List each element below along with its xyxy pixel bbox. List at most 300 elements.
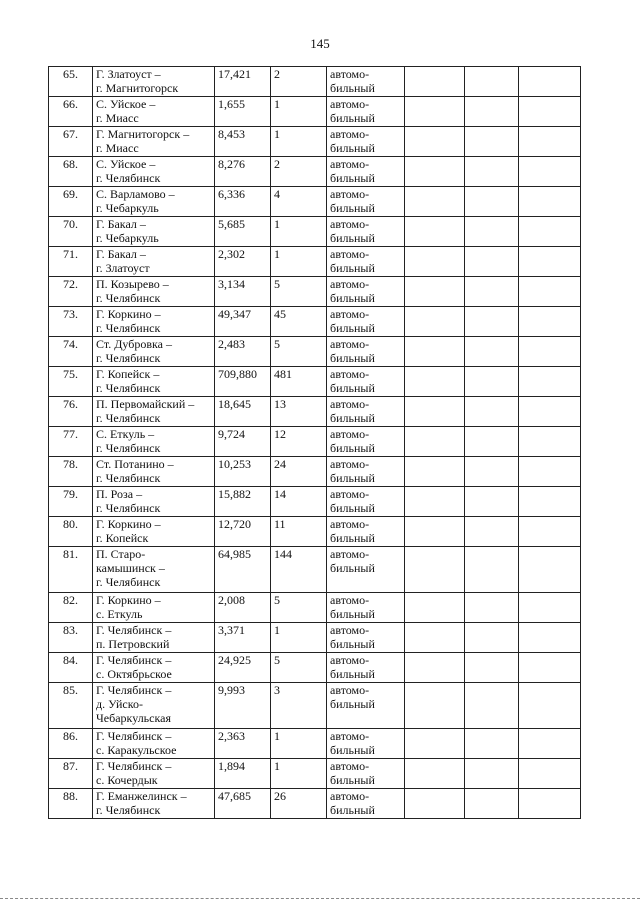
length-value: 15,882 bbox=[218, 487, 251, 501]
table-row bbox=[49, 623, 581, 653]
empty-cell-b bbox=[465, 67, 519, 97]
transport-type-cell bbox=[327, 517, 405, 547]
count-value: 4 bbox=[274, 187, 280, 201]
length-cell bbox=[215, 397, 271, 427]
route-line: Г. Коркино – bbox=[96, 593, 161, 607]
transport-type-cell bbox=[327, 67, 405, 97]
route-cell bbox=[93, 547, 215, 593]
transport-type-line: бильный bbox=[330, 81, 375, 95]
length-cell bbox=[215, 729, 271, 759]
route-line: Ст. Потанино – bbox=[96, 457, 174, 471]
route-line: г. Миасс bbox=[96, 141, 139, 155]
empty-cell-a bbox=[405, 217, 465, 247]
length-cell bbox=[215, 187, 271, 217]
route-cell bbox=[93, 427, 215, 457]
transport-type-line: автомо- bbox=[330, 307, 370, 321]
route-line: г. Чебаркуль bbox=[96, 201, 159, 215]
transport-type-line: бильный bbox=[330, 637, 375, 651]
length-cell bbox=[215, 97, 271, 127]
route-cell bbox=[93, 729, 215, 759]
count-cell bbox=[271, 623, 327, 653]
route-line: г. Златоуст bbox=[96, 261, 150, 275]
row-number: 81. bbox=[63, 547, 78, 561]
length-cell bbox=[215, 759, 271, 789]
length-value: 9,724 bbox=[218, 427, 245, 441]
row-number-cell bbox=[49, 683, 93, 729]
count-value: 1 bbox=[274, 623, 280, 637]
empty-cell-a bbox=[405, 517, 465, 547]
empty-cell-c bbox=[519, 517, 581, 547]
row-number: 67. bbox=[63, 127, 78, 141]
route-cell bbox=[93, 653, 215, 683]
transport-type-line: бильный bbox=[330, 803, 375, 817]
route-line: г. Челябинск bbox=[96, 803, 161, 817]
transport-type-line: автомо- bbox=[330, 547, 370, 561]
count-cell bbox=[271, 277, 327, 307]
route-line: г. Челябинск bbox=[96, 575, 161, 589]
row-number-cell bbox=[49, 277, 93, 307]
empty-cell-c bbox=[519, 217, 581, 247]
count-value: 3 bbox=[274, 683, 280, 697]
route-line: Чебаркульская bbox=[96, 711, 171, 725]
row-number: 72. bbox=[63, 277, 78, 291]
route-line: г. Челябинск bbox=[96, 411, 161, 425]
length-cell bbox=[215, 427, 271, 457]
row-number-cell bbox=[49, 593, 93, 623]
transport-type-line: бильный bbox=[330, 667, 375, 681]
empty-cell-c bbox=[519, 97, 581, 127]
empty-cell-b bbox=[465, 517, 519, 547]
count-cell bbox=[271, 457, 327, 487]
empty-cell-a bbox=[405, 187, 465, 217]
route-cell bbox=[93, 367, 215, 397]
transport-type-line: автомо- bbox=[330, 427, 370, 441]
empty-cell-b bbox=[465, 97, 519, 127]
empty-cell-a bbox=[405, 277, 465, 307]
route-cell bbox=[93, 683, 215, 729]
empty-cell-a bbox=[405, 653, 465, 683]
transport-type-cell bbox=[327, 427, 405, 457]
route-cell bbox=[93, 127, 215, 157]
count-value: 5 bbox=[274, 337, 280, 351]
empty-cell-b bbox=[465, 277, 519, 307]
transport-type-line: бильный bbox=[330, 531, 375, 545]
count-value: 1 bbox=[274, 217, 280, 231]
transport-type-line: бильный bbox=[330, 471, 375, 485]
transport-type-cell bbox=[327, 683, 405, 729]
route-cell bbox=[93, 623, 215, 653]
table-row bbox=[49, 729, 581, 759]
empty-cell-c bbox=[519, 187, 581, 217]
route-line: Г. Магнитогорск – bbox=[96, 127, 190, 141]
count-value: 12 bbox=[274, 427, 286, 441]
length-value: 1,655 bbox=[218, 97, 245, 111]
row-number-cell bbox=[49, 247, 93, 277]
route-cell bbox=[93, 187, 215, 217]
transport-type-line: бильный bbox=[330, 141, 375, 155]
count-value: 1 bbox=[274, 759, 280, 773]
transport-type-cell bbox=[327, 487, 405, 517]
length-cell bbox=[215, 307, 271, 337]
transport-type-cell bbox=[327, 623, 405, 653]
table-row bbox=[49, 487, 581, 517]
row-number: 73. bbox=[63, 307, 78, 321]
count-cell bbox=[271, 683, 327, 729]
empty-cell-c bbox=[519, 397, 581, 427]
route-line: Г. Челябинск – bbox=[96, 623, 172, 637]
row-number: 69. bbox=[63, 187, 78, 201]
route-line: Г. Челябинск – bbox=[96, 729, 172, 743]
route-cell bbox=[93, 97, 215, 127]
row-number: 74. bbox=[63, 337, 78, 351]
transport-type-line: автомо- bbox=[330, 457, 370, 471]
empty-cell-c bbox=[519, 683, 581, 729]
table-row bbox=[49, 517, 581, 547]
empty-cell-b bbox=[465, 593, 519, 623]
transport-type-line: автомо- bbox=[330, 517, 370, 531]
transport-type-line: бильный bbox=[330, 171, 375, 185]
count-cell bbox=[271, 759, 327, 789]
route-line: С. Варламово – bbox=[96, 187, 175, 201]
row-number: 80. bbox=[63, 517, 78, 531]
row-number: 66. bbox=[63, 97, 78, 111]
transport-type-line: бильный bbox=[330, 321, 375, 335]
length-cell bbox=[215, 547, 271, 593]
count-value: 5 bbox=[274, 277, 280, 291]
length-value: 8,276 bbox=[218, 157, 245, 171]
route-line: Г. Челябинск – bbox=[96, 653, 172, 667]
transport-type-cell bbox=[327, 729, 405, 759]
count-cell bbox=[271, 547, 327, 593]
count-value: 26 bbox=[274, 789, 286, 803]
table-row bbox=[49, 547, 581, 593]
length-value: 8,453 bbox=[218, 127, 245, 141]
route-line: г. Челябинск bbox=[96, 171, 161, 185]
transport-type-line: бильный bbox=[330, 773, 375, 787]
transport-type-line: автомо- bbox=[330, 187, 370, 201]
transport-type-cell bbox=[327, 277, 405, 307]
length-cell bbox=[215, 623, 271, 653]
transport-type-line: автомо- bbox=[330, 683, 370, 697]
empty-cell-b bbox=[465, 367, 519, 397]
empty-cell-b bbox=[465, 547, 519, 593]
count-cell bbox=[271, 367, 327, 397]
route-line: С. Еткуль – bbox=[96, 427, 155, 441]
route-line: г. Челябинск bbox=[96, 441, 161, 455]
length-value: 1,894 bbox=[218, 759, 245, 773]
count-value: 5 bbox=[274, 653, 280, 667]
row-number-cell bbox=[49, 397, 93, 427]
length-value: 6,336 bbox=[218, 187, 245, 201]
row-number-cell bbox=[49, 547, 93, 593]
count-cell bbox=[271, 67, 327, 97]
route-line: Ст. Дубровка – bbox=[96, 337, 172, 351]
empty-cell-c bbox=[519, 127, 581, 157]
empty-cell-a bbox=[405, 457, 465, 487]
row-number-cell bbox=[49, 157, 93, 187]
route-line: с. Еткуль bbox=[96, 607, 143, 621]
empty-cell-c bbox=[519, 593, 581, 623]
length-cell bbox=[215, 367, 271, 397]
transport-type-line: бильный bbox=[330, 111, 375, 125]
route-line: г. Челябинск bbox=[96, 291, 161, 305]
count-value: 24 bbox=[274, 457, 286, 471]
transport-type-line: автомо- bbox=[330, 487, 370, 501]
row-number: 77. bbox=[63, 427, 78, 441]
empty-cell-b bbox=[465, 127, 519, 157]
empty-cell-c bbox=[519, 277, 581, 307]
route-cell bbox=[93, 593, 215, 623]
count-cell bbox=[271, 157, 327, 187]
length-value: 24,925 bbox=[218, 653, 251, 667]
route-line: г. Челябинск bbox=[96, 321, 161, 335]
transport-type-line: бильный bbox=[330, 607, 375, 621]
row-number: 87. bbox=[63, 759, 78, 773]
route-cell bbox=[93, 397, 215, 427]
empty-cell-b bbox=[465, 789, 519, 819]
table-row bbox=[49, 157, 581, 187]
transport-type-line: автомо- bbox=[330, 593, 370, 607]
transport-type-cell bbox=[327, 759, 405, 789]
length-cell bbox=[215, 653, 271, 683]
empty-cell-b bbox=[465, 759, 519, 789]
empty-cell-c bbox=[519, 623, 581, 653]
route-cell bbox=[93, 157, 215, 187]
count-cell bbox=[271, 427, 327, 457]
length-value: 709,880 bbox=[218, 367, 257, 381]
empty-cell-a bbox=[405, 127, 465, 157]
empty-cell-a bbox=[405, 307, 465, 337]
empty-cell-c bbox=[519, 789, 581, 819]
empty-cell-c bbox=[519, 729, 581, 759]
count-value: 2 bbox=[274, 157, 280, 171]
table-row bbox=[49, 247, 581, 277]
empty-cell-a bbox=[405, 593, 465, 623]
transport-type-cell bbox=[327, 247, 405, 277]
empty-cell-c bbox=[519, 247, 581, 277]
routes-table bbox=[48, 66, 581, 819]
empty-cell-c bbox=[519, 427, 581, 457]
row-number-cell bbox=[49, 367, 93, 397]
empty-cell-a bbox=[405, 67, 465, 97]
row-number: 84. bbox=[63, 653, 78, 667]
length-cell bbox=[215, 683, 271, 729]
route-cell bbox=[93, 337, 215, 367]
count-cell bbox=[271, 97, 327, 127]
transport-type-line: автомо- bbox=[330, 277, 370, 291]
length-cell bbox=[215, 337, 271, 367]
transport-type-line: автомо- bbox=[330, 97, 370, 111]
length-cell bbox=[215, 789, 271, 819]
table-row bbox=[49, 397, 581, 427]
route-cell bbox=[93, 307, 215, 337]
count-cell bbox=[271, 487, 327, 517]
length-cell bbox=[215, 127, 271, 157]
row-number: 86. bbox=[63, 729, 78, 743]
route-line: С. Уйское – bbox=[96, 97, 156, 111]
length-cell bbox=[215, 487, 271, 517]
length-cell bbox=[215, 517, 271, 547]
transport-type-line: автомо- bbox=[330, 217, 370, 231]
route-line: г. Копейск bbox=[96, 531, 149, 545]
transport-type-cell bbox=[327, 217, 405, 247]
length-value: 64,985 bbox=[218, 547, 251, 561]
row-number-cell bbox=[49, 127, 93, 157]
empty-cell-c bbox=[519, 367, 581, 397]
route-line: Г. Еманжелинск – bbox=[96, 789, 187, 803]
count-value: 5 bbox=[274, 593, 280, 607]
route-line: г. Миасс bbox=[96, 111, 139, 125]
table-row bbox=[49, 759, 581, 789]
transport-type-cell bbox=[327, 127, 405, 157]
count-value: 2 bbox=[274, 67, 280, 81]
route-line: П. Роза – bbox=[96, 487, 143, 501]
transport-type-cell bbox=[327, 337, 405, 367]
route-line: П. Козырево – bbox=[96, 277, 169, 291]
empty-cell-a bbox=[405, 623, 465, 653]
row-number: 68. bbox=[63, 157, 78, 171]
empty-cell-a bbox=[405, 487, 465, 517]
route-line: с. Октябрьское bbox=[96, 667, 172, 681]
empty-cell-c bbox=[519, 337, 581, 367]
count-cell bbox=[271, 789, 327, 819]
empty-cell-a bbox=[405, 547, 465, 593]
route-line: Г. Коркино – bbox=[96, 307, 161, 321]
count-value: 481 bbox=[274, 367, 292, 381]
transport-type-line: автомо- bbox=[330, 397, 370, 411]
empty-cell-b bbox=[465, 623, 519, 653]
count-cell bbox=[271, 127, 327, 157]
empty-cell-b bbox=[465, 337, 519, 367]
route-cell bbox=[93, 277, 215, 307]
transport-type-line: бильный bbox=[330, 261, 375, 275]
transport-type-line: бильный bbox=[330, 561, 375, 575]
count-cell bbox=[271, 337, 327, 367]
empty-cell-a bbox=[405, 337, 465, 367]
row-number: 76. bbox=[63, 397, 78, 411]
count-cell bbox=[271, 397, 327, 427]
route-line: д. Уйско- bbox=[96, 697, 143, 711]
row-number: 65. bbox=[63, 67, 78, 81]
route-cell bbox=[93, 217, 215, 247]
empty-cell-a bbox=[405, 157, 465, 187]
transport-type-line: бильный bbox=[330, 231, 375, 245]
empty-cell-b bbox=[465, 683, 519, 729]
page-number: 145 bbox=[310, 36, 330, 51]
row-number: 88. bbox=[63, 789, 78, 803]
count-value: 1 bbox=[274, 729, 280, 743]
route-cell bbox=[93, 759, 215, 789]
route-line: г. Челябинск bbox=[96, 351, 161, 365]
count-cell bbox=[271, 729, 327, 759]
transport-type-cell bbox=[327, 97, 405, 127]
count-cell bbox=[271, 307, 327, 337]
route-line: с. Кочердык bbox=[96, 773, 158, 787]
route-line: Г. Златоуст – bbox=[96, 67, 161, 81]
route-line: г. Челябинск bbox=[96, 501, 161, 515]
empty-cell-c bbox=[519, 547, 581, 593]
length-cell bbox=[215, 277, 271, 307]
route-line: с. Каракульское bbox=[96, 743, 177, 757]
table-row bbox=[49, 307, 581, 337]
table-row bbox=[49, 97, 581, 127]
route-cell bbox=[93, 517, 215, 547]
empty-cell-b bbox=[465, 487, 519, 517]
row-number-cell bbox=[49, 217, 93, 247]
transport-type-line: автомо- bbox=[330, 247, 370, 261]
route-line: г. Челябинск bbox=[96, 381, 161, 395]
length-cell bbox=[215, 247, 271, 277]
row-number: 82. bbox=[63, 593, 78, 607]
empty-cell-b bbox=[465, 217, 519, 247]
length-value: 12,720 bbox=[218, 517, 251, 531]
route-line: Г. Челябинск – bbox=[96, 683, 172, 697]
row-number-cell bbox=[49, 307, 93, 337]
row-number: 75. bbox=[63, 367, 78, 381]
row-number-cell bbox=[49, 653, 93, 683]
count-value: 1 bbox=[274, 247, 280, 261]
table-row bbox=[49, 789, 581, 819]
transport-type-line: автомо- bbox=[330, 337, 370, 351]
count-value: 14 bbox=[274, 487, 286, 501]
empty-cell-c bbox=[519, 67, 581, 97]
table-row bbox=[49, 277, 581, 307]
transport-type-cell bbox=[327, 547, 405, 593]
row-number: 71. bbox=[63, 247, 78, 261]
length-value: 2,008 bbox=[218, 593, 245, 607]
count-value: 11 bbox=[274, 517, 286, 531]
empty-cell-a bbox=[405, 247, 465, 277]
row-number-cell bbox=[49, 457, 93, 487]
count-cell bbox=[271, 593, 327, 623]
route-cell bbox=[93, 247, 215, 277]
route-line: Г. Копейск – bbox=[96, 367, 160, 381]
length-value: 47,685 bbox=[218, 789, 251, 803]
row-number-cell bbox=[49, 67, 93, 97]
length-cell bbox=[215, 217, 271, 247]
transport-type-line: бильный bbox=[330, 411, 375, 425]
count-cell bbox=[271, 653, 327, 683]
row-number-cell bbox=[49, 337, 93, 367]
length-value: 3,134 bbox=[218, 277, 245, 291]
transport-type-line: бильный bbox=[330, 201, 375, 215]
empty-cell-c bbox=[519, 759, 581, 789]
route-line: С. Уйское – bbox=[96, 157, 156, 171]
route-line: камышинск – bbox=[96, 561, 165, 575]
count-value: 45 bbox=[274, 307, 286, 321]
row-number-cell bbox=[49, 427, 93, 457]
table-row bbox=[49, 127, 581, 157]
length-value: 18,645 bbox=[218, 397, 251, 411]
length-value: 3,371 bbox=[218, 623, 245, 637]
length-cell bbox=[215, 157, 271, 187]
empty-cell-b bbox=[465, 457, 519, 487]
length-cell bbox=[215, 593, 271, 623]
route-cell bbox=[93, 457, 215, 487]
route-line: Г. Челябинск – bbox=[96, 759, 172, 773]
empty-cell-a bbox=[405, 367, 465, 397]
count-cell bbox=[271, 217, 327, 247]
transport-type-line: бильный bbox=[330, 381, 375, 395]
transport-type-cell bbox=[327, 593, 405, 623]
empty-cell-c bbox=[519, 307, 581, 337]
route-cell bbox=[93, 789, 215, 819]
table-row bbox=[49, 187, 581, 217]
empty-cell-b bbox=[465, 247, 519, 277]
length-value: 2,302 bbox=[218, 247, 245, 261]
empty-cell-a bbox=[405, 759, 465, 789]
empty-cell-a bbox=[405, 729, 465, 759]
